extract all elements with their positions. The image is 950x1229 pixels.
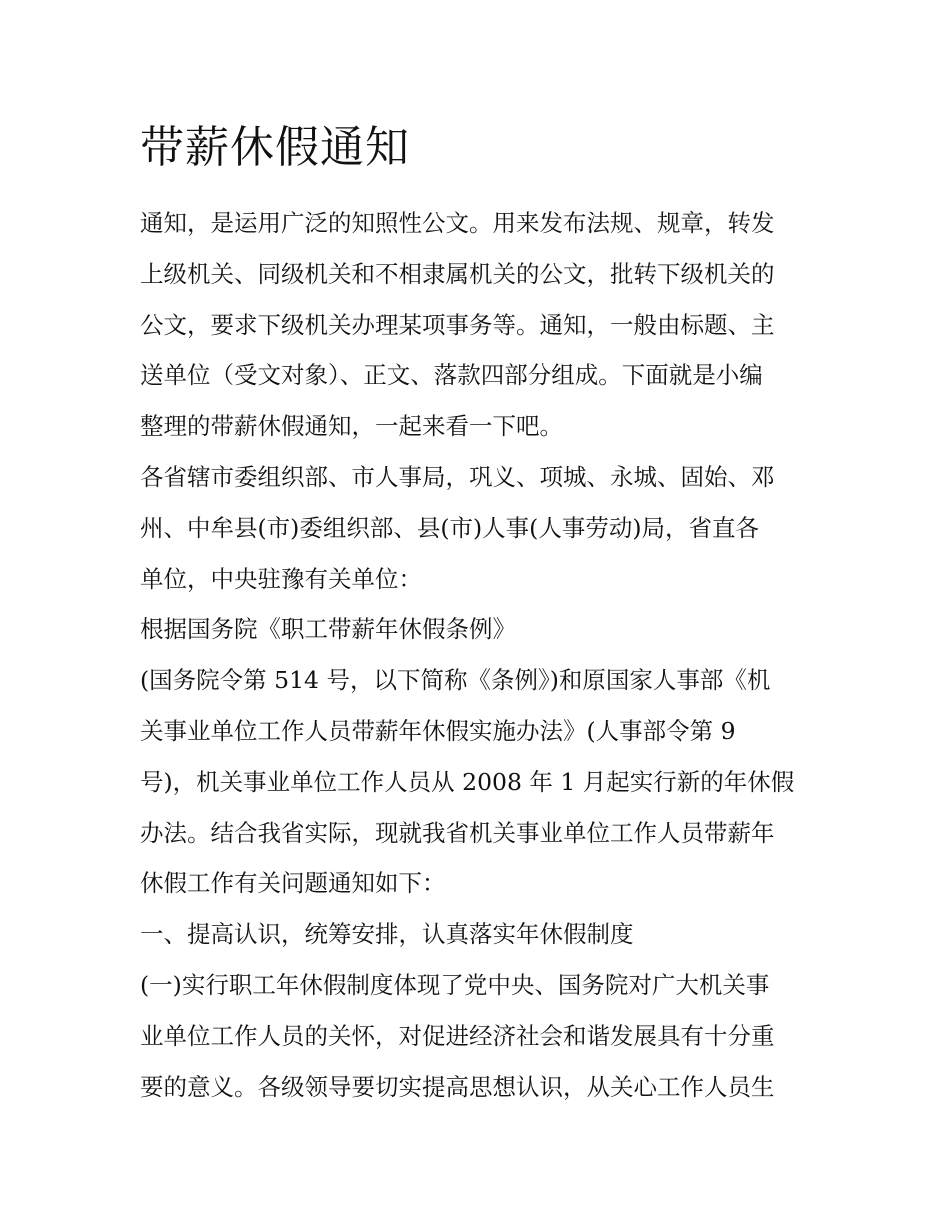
text-line: 整理的带薪休假通知，一起来看一下吧。 [140,412,563,441]
text-line: 办法。结合我省实际，现就我省机关事业单位工作人员带薪年 [140,818,775,847]
text-line: 根据国务院《职工带薪年休假条例》 [140,615,516,644]
text-line: 通知，是运用广泛的知照性公文。用来发布法规、规章，转发 [140,209,775,237]
text-line: 州、中牟县(市)委组织部、县(市)人事(人事劳动)局，省直各 [140,513,760,542]
document-title: 带薪休假通知 [140,122,410,173]
text-line: 业单位工作人员的关怀，对促进经济社会和谐发展具有十分重 [140,1021,775,1050]
document-body [140,198,820,1112]
text-line: 号)，机关事业单位工作人员从 2008 年 1 月起实行新的年休假 [140,767,795,796]
text-line: (国务院令第 514 号，以下简称《条例》)和原国家人事部《机 [140,666,771,695]
text-line: 要的意义。各级领导要切实提高思想认识，从关心工作人员生 [140,1072,775,1101]
text-line: 各省辖市委组织部、市人事局，巩义、项城、永城、固始、邓 [140,462,775,491]
text-line: 关事业单位工作人员带薪年休假实施办法》(人事部令第 9 [140,716,736,745]
text-line: 单位，中央驻豫有关单位： [140,564,422,593]
text-line: 送单位（受文对象）、正文、落款四部分组成。下面就是小编 [140,361,763,390]
text-line: 休假工作有关问题通知如下： [140,869,446,898]
text-line: 公文，要求下级机关办理某项事务等。通知，一般由标题、主 [140,310,775,339]
text-line: 上级机关、同级机关和不相隶属机关的公文，批转下级机关的 [140,259,775,288]
text-line: (一)实行职工年休假制度体现了党中央、国务院对广大机关事 [140,970,770,999]
section-heading: 一、提高认识，统筹安排，认真落实年休假制度 [140,920,634,949]
